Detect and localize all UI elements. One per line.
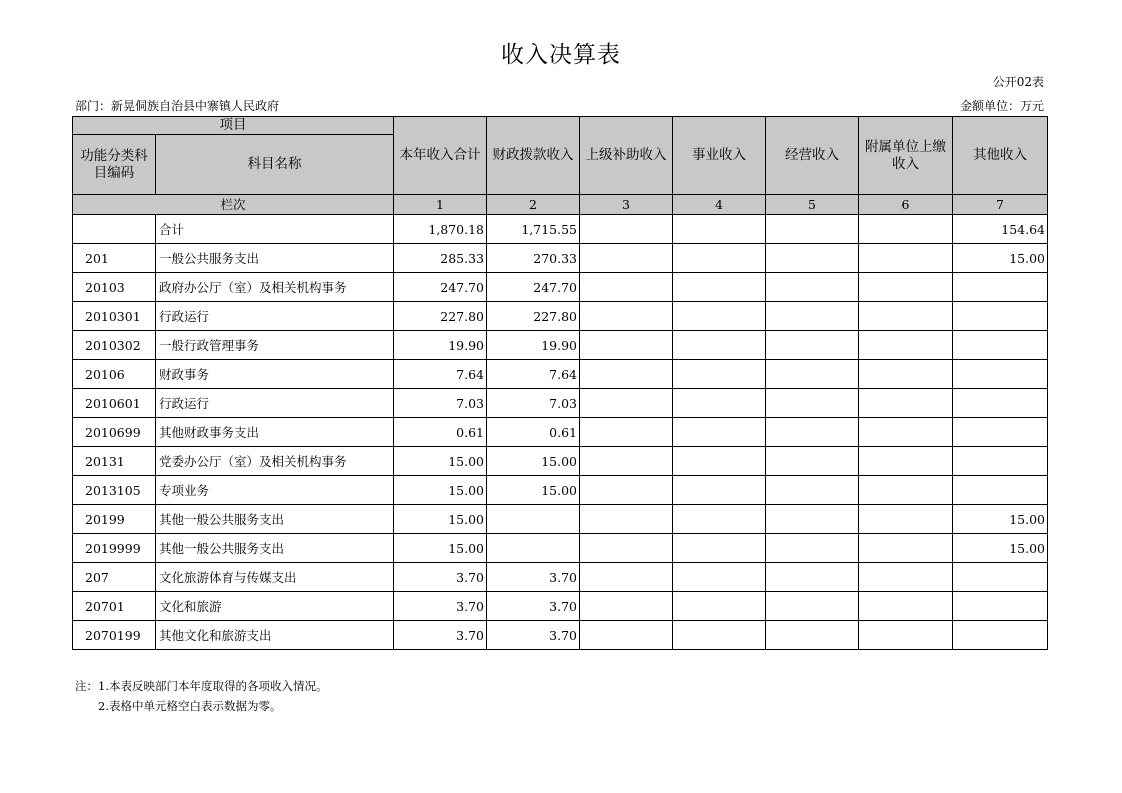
col-header-other: 其他收入: [953, 117, 1048, 195]
project-header: 项目: [73, 117, 394, 135]
value-cell: [859, 621, 953, 650]
value-cell: [859, 563, 953, 592]
value-cell: [953, 476, 1048, 505]
table-row: [73, 389, 1048, 418]
value-cell: [766, 505, 859, 534]
department-label: 部门：新晃侗族自治县中寨镇人民政府: [75, 99, 280, 113]
column-number: 6: [859, 195, 953, 215]
value-cell: 154.64: [953, 215, 1048, 244]
name-cell: 党委办公厅（室）及相关机构事务: [156, 447, 394, 476]
value-cell: [766, 331, 859, 360]
income-statement-table: [72, 116, 1048, 650]
value-cell: [580, 360, 673, 389]
table-row: [73, 273, 1048, 302]
value-cell: [953, 563, 1048, 592]
table-row: [73, 244, 1048, 273]
column-number: 7: [953, 195, 1048, 215]
value-cell: [580, 476, 673, 505]
value-cell: [859, 273, 953, 302]
code-header: 功能分类科目编码: [73, 135, 156, 195]
value-cell: 15.00: [953, 244, 1048, 273]
name-cell: 其他财政事务支出: [156, 418, 394, 447]
code-cell: [73, 215, 156, 244]
value-cell: [673, 331, 766, 360]
value-cell: 1,715.55: [487, 215, 580, 244]
value-cell: 3.70: [394, 592, 487, 621]
value-cell: [859, 447, 953, 476]
value-cell: [487, 534, 580, 563]
value-cell: 247.70: [394, 273, 487, 302]
value-cell: 15.00: [487, 476, 580, 505]
table-row: [73, 447, 1048, 476]
value-cell: 0.61: [487, 418, 580, 447]
col-header-affiliated: 附属单位上缴收入: [859, 117, 953, 195]
name-header: 科目名称: [156, 135, 394, 195]
value-cell: [766, 389, 859, 418]
code-cell: 2013105: [73, 476, 156, 505]
amount-unit-label: 金额单位：万元: [959, 99, 1044, 113]
column-number: 3: [580, 195, 673, 215]
value-cell: [673, 418, 766, 447]
value-cell: 3.70: [394, 563, 487, 592]
form-number: 公开02表: [992, 75, 1044, 89]
value-cell: [673, 621, 766, 650]
value-cell: 15.00: [953, 534, 1048, 563]
value-cell: [766, 273, 859, 302]
col-header-superior-subsidy: 上级补助收入: [580, 117, 673, 195]
value-cell: [766, 621, 859, 650]
value-cell: [673, 360, 766, 389]
value-cell: [953, 331, 1048, 360]
value-cell: [673, 563, 766, 592]
name-cell: 财政事务: [156, 360, 394, 389]
value-cell: 3.70: [394, 621, 487, 650]
code-cell: 207: [73, 563, 156, 592]
value-cell: [766, 563, 859, 592]
value-cell: 15.00: [487, 447, 580, 476]
value-cell: 0.61: [394, 418, 487, 447]
table-row: [73, 592, 1048, 621]
name-cell: 行政运行: [156, 389, 394, 418]
value-cell: [673, 215, 766, 244]
col-header-total: 本年收入合计: [394, 117, 487, 195]
note-1: 注：1.本表反映部门本年度取得的各项收入情况。: [75, 679, 328, 693]
value-cell: 3.70: [487, 592, 580, 621]
table-row: [73, 331, 1048, 360]
code-cell: 2010302: [73, 331, 156, 360]
value-cell: [580, 505, 673, 534]
value-cell: [580, 302, 673, 331]
value-cell: [580, 563, 673, 592]
value-cell: 15.00: [953, 505, 1048, 534]
value-cell: [580, 418, 673, 447]
name-cell: 文化和旅游: [156, 592, 394, 621]
value-cell: [580, 621, 673, 650]
value-cell: 15.00: [394, 505, 487, 534]
value-cell: [766, 476, 859, 505]
code-cell: 20103: [73, 273, 156, 302]
value-cell: [859, 331, 953, 360]
value-cell: [953, 302, 1048, 331]
col-header-operating: 经营收入: [766, 117, 859, 195]
code-cell: 20106: [73, 360, 156, 389]
column-number: 1: [394, 195, 487, 215]
value-cell: 227.80: [487, 302, 580, 331]
table-row: [73, 360, 1048, 389]
value-cell: 285.33: [394, 244, 487, 273]
value-cell: 227.80: [394, 302, 487, 331]
value-cell: [580, 215, 673, 244]
value-cell: [673, 273, 766, 302]
value-cell: [580, 447, 673, 476]
code-cell: 2070199: [73, 621, 156, 650]
name-cell: 文化旅游体育与传媒支出: [156, 563, 394, 592]
col-header-business: 事业收入: [673, 117, 766, 195]
name-cell: 其他一般公共服务支出: [156, 505, 394, 534]
value-cell: 15.00: [394, 476, 487, 505]
notes: [75, 676, 327, 716]
value-cell: [673, 592, 766, 621]
value-cell: [859, 360, 953, 389]
value-cell: [859, 244, 953, 273]
value-cell: [859, 592, 953, 621]
page-title: 收入决算表: [501, 42, 621, 68]
value-cell: [953, 592, 1048, 621]
value-cell: [673, 534, 766, 563]
value-cell: [953, 273, 1048, 302]
value-cell: [859, 302, 953, 331]
value-cell: [766, 447, 859, 476]
value-cell: 270.33: [487, 244, 580, 273]
column-number: 5: [766, 195, 859, 215]
code-cell: 2010301: [73, 302, 156, 331]
value-cell: 15.00: [394, 534, 487, 563]
name-cell: 一般公共服务支出: [156, 244, 394, 273]
name-cell: 专项业务: [156, 476, 394, 505]
value-cell: 1,870.18: [394, 215, 487, 244]
value-cell: [766, 215, 859, 244]
value-cell: 7.64: [487, 360, 580, 389]
code-cell: 20131: [73, 447, 156, 476]
value-cell: [859, 534, 953, 563]
value-cell: [859, 418, 953, 447]
value-cell: [766, 244, 859, 273]
value-cell: [580, 273, 673, 302]
value-cell: [673, 505, 766, 534]
value-cell: 7.64: [394, 360, 487, 389]
table-row: [73, 621, 1048, 650]
table-row: [73, 418, 1048, 447]
name-cell: 合计: [156, 215, 394, 244]
value-cell: [487, 505, 580, 534]
table-row: [73, 302, 1048, 331]
value-cell: [953, 621, 1048, 650]
column-number: 2: [487, 195, 580, 215]
code-cell: 2010699: [73, 418, 156, 447]
value-cell: [953, 360, 1048, 389]
header-row-1: [73, 117, 1048, 135]
value-cell: [953, 418, 1048, 447]
name-cell: 政府办公厅（室）及相关机构事务: [156, 273, 394, 302]
value-cell: [859, 505, 953, 534]
table-row: [73, 215, 1048, 244]
code-cell: 2019999: [73, 534, 156, 563]
value-cell: [859, 476, 953, 505]
value-cell: [673, 447, 766, 476]
code-cell: 201: [73, 244, 156, 273]
table-row: [73, 534, 1048, 563]
value-cell: [859, 389, 953, 418]
name-cell: 行政运行: [156, 302, 394, 331]
column-number: 4: [673, 195, 766, 215]
value-cell: [673, 244, 766, 273]
name-cell: 一般行政管理事务: [156, 331, 394, 360]
value-cell: 247.70: [487, 273, 580, 302]
value-cell: [673, 476, 766, 505]
value-cell: [580, 389, 673, 418]
value-cell: [580, 244, 673, 273]
value-cell: 3.70: [487, 621, 580, 650]
code-cell: 20199: [73, 505, 156, 534]
value-cell: 19.90: [487, 331, 580, 360]
code-cell: 20701: [73, 592, 156, 621]
name-cell: 其他文化和旅游支出: [156, 621, 394, 650]
value-cell: [953, 447, 1048, 476]
value-cell: [673, 302, 766, 331]
value-cell: 7.03: [394, 389, 487, 418]
value-cell: 7.03: [487, 389, 580, 418]
value-cell: [766, 360, 859, 389]
value-cell: [580, 534, 673, 563]
row-label-header: 栏次: [73, 195, 394, 215]
col-header-fiscal: 财政拨款收入: [487, 117, 580, 195]
value-cell: [580, 331, 673, 360]
value-cell: [766, 418, 859, 447]
value-cell: 3.70: [487, 563, 580, 592]
value-cell: [673, 389, 766, 418]
value-cell: [766, 302, 859, 331]
code-cell: 2010601: [73, 389, 156, 418]
value-cell: [953, 389, 1048, 418]
table-row: [73, 563, 1048, 592]
column-number-row: [73, 195, 1048, 215]
value-cell: [859, 215, 953, 244]
value-cell: 15.00: [394, 447, 487, 476]
value-cell: [766, 534, 859, 563]
table-row: [73, 476, 1048, 505]
value-cell: [580, 592, 673, 621]
note-2: 2.表格中单元格空白表示数据为零。: [98, 699, 282, 713]
name-cell: 其他一般公共服务支出: [156, 534, 394, 563]
value-cell: [766, 592, 859, 621]
table-row: [73, 505, 1048, 534]
value-cell: 19.90: [394, 331, 487, 360]
